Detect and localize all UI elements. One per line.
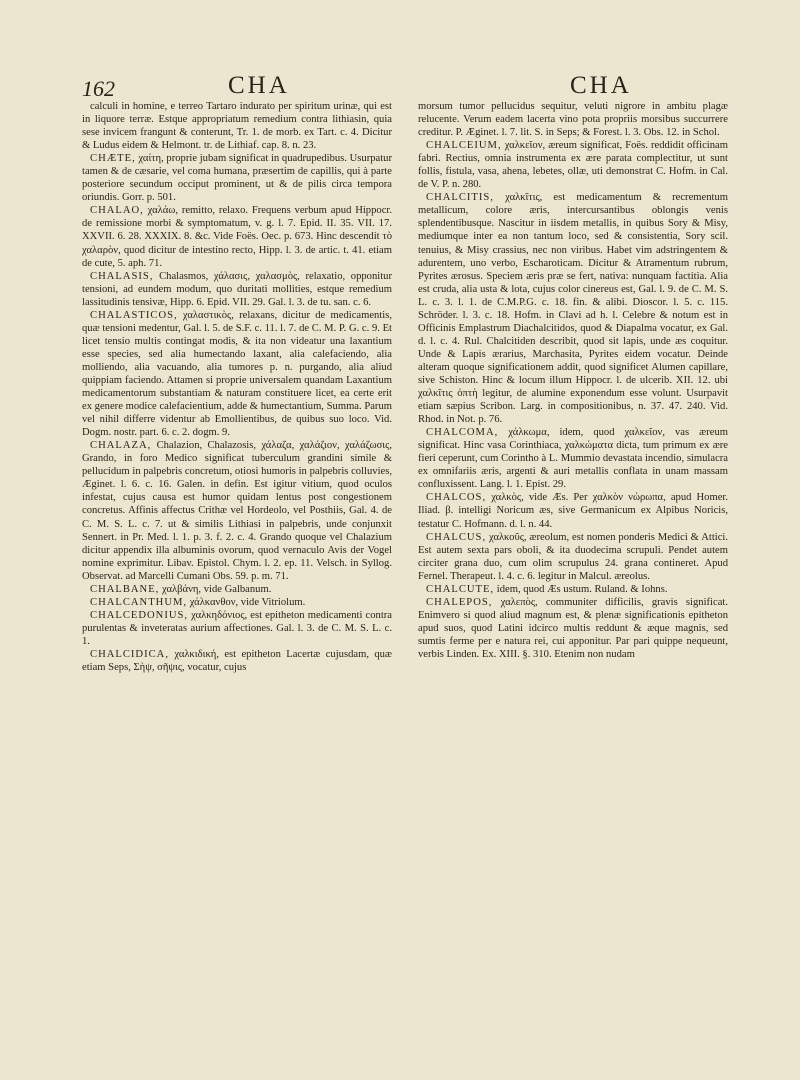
left-column xyxy=(82,100,392,674)
headword: CHALCEDONIUS, xyxy=(90,609,189,621)
page-number: 162 xyxy=(82,76,115,101)
headword: CHALCITIS, xyxy=(426,192,494,204)
entry: CHALCANTHUM, χάλκανθον, vide Vitriolum. xyxy=(90,596,306,608)
entry: CHALBANE, χαλβάνη, vide Galbanum. xyxy=(90,583,272,595)
running-head-left: CHA xyxy=(228,72,290,99)
entry: CHALCEIUM, χαλκεῖον, æreum significat, Foës. reddidit officinam fabri. Rectius, omnia instrumenta ex ære parata complectitur, ut sunt follis, fistula, vasa, ahena, lebetes, ollæ, uti demonstrat C. Hofm. in Cal. de V. P. n. 280. xyxy=(418,140,728,191)
headword: CHALCIDICA, xyxy=(90,648,169,660)
entry: calculi in homine, e terreo Tartaro indurato per spiritum urinæ, qui est in liquore terræ. Estque appropriatum remedium contra lithiasin, quia sese invicem frangunt & conterunt, Tr. 1. de morb. ex Tart. c. 4. Dicitur & Ludus eidem & Helmont. tr. de Lithiaf. cap. 8. n. 23. xyxy=(82,101,392,152)
entry: CHALCUS, χαλκοῦς, æreolum, est nomen ponderis Medici & Attici. Est autem sexta pars oboli, & ita duodecima scrupuli. Pendet autem circiter grana duo, cum olim scrupulus 24. grana contineret. Apud Fernel. Therapeut. l. 4. c. 6. legitur in Malcul. æreolus. xyxy=(418,531,728,582)
headword: CHALCANTHUM, xyxy=(90,596,188,608)
headword: CHALCUTE, xyxy=(426,583,495,595)
headword: CHALASTICOS, xyxy=(90,309,178,321)
entry: CHALCOMA, χάλκωμα, idem, quod χαλκεῖον, vas æreum significat. Hinc vasa Corinthiaca, χαλκώματα dicta, tum primum ex ære fieri ceperunt, cum Corintho à L. Mummio devastata incendio, simulacra ex omnifariis æris, argenti & auri metallis conflata in unam massam confluxissent. Lang. l. 1. Epist. 29. xyxy=(418,427,728,491)
entry: CHALCITIS, χαλκῖτις, est medicamentum & recrementum metallicum, colore æris, intercursantibus oblongis venis splendentibusque. Nascitur in iisdem metallis, in quibus Sory & Misy, mediumque inter ea non tantum loco, sed & consistentia, Sory scil. tenuius, & Misy crassius, nec non viribus. Habet vim adstringentem & adurentem, uno verbo, Escharoticam. Dicitur & Atramentum rubrum, Pyrites ærosus. Speciem æris præ se fert, nativa: nunquam factitia. Alia est cruda, alia usta & lota, cujus color cinereus est, Gal. l. 9. de C. M. S. L. c. 3. l. 1. de C.M.P.G. c. 18. fin. & alibi. Dioscor. l. 5. c. 115. Schröder. l. 3. c. 18. Hofm. in Clavi ad h. l. Celebre & notum est in Officinis Emplastrum Diachalcitidos, quod & Diapalma vocatur, ex Gal. d. l. c. 4. Rul. Chalcitiden describit, quod sit lapis, unde æs coquitur. Unde & Lapis ærarius, Marchasita, Pyrites eidem vocatur. Deinde alteram quoque significationem addit, quod significet Alumen capillare, sive Schiston. Hinc & locum illum Hippocr. l. de ulcerib. XII. 12. ubi χαλκῖτις ὀπτὴ legitur, de alumine exponendum esse volunt. Usurpavit etiam sæpius Scribon. Larg. in compositionibus, n. 37. 47. 240. Vid. Rhod. in Not. p. 76. xyxy=(418,192,728,426)
entry: CHALCOS, χαλκὸς, vide Æs. Per χαλκὸν νώρωπα, apud Homer. Iliad. β. intelligi Noricum æs, sive Germanicum ex Alpibus Noricis, testatur C. Hofmann. d. l. n. 44. xyxy=(418,492,728,530)
right-column xyxy=(418,100,728,661)
headword: CHALCOMA, xyxy=(426,427,499,439)
entry: CHALASIS, Chalasmos, χάλασις, χαλασμὸς, relaxatio, opponitur tensioni, ad eundem modum, quo duritati mollities, estque remedium lassitudinis tensivæ, Hipp. 6. Epid. VII. 29. Gal. l. 3. de tu. san. c. 6. xyxy=(82,270,392,308)
entry: CHALAZA, Chalazion, Chalazosis, χάλαζα, χαλάζιον, χαλάζωσις, Grando, in foro Medico significat tuberculum grandini simile & pellucidum in palpebris concretum, otiosi humoris in palpebris colluvies, Æginet. l. 6. c. 16. Galen. in defin. Est igitur vitium, quod oculos infestat, cujus causa est humor quidam lentus post congestionem concretus. Affinis affectus Crithæ vel Hordeolo, vel Posthiis, Gal. 4. de C. M. S. L. c. 7. ut & similis Lithiasi in palpebris, unde conjunxit Sennert. in Pr. Med. l. 1. p. 3. f. 2. c. 4. Grando quoque vel Chalazium dicitur appendix illa albuminis ovorum, quod vernaculo Avis der Vogel nomine exprimitur. Libav. Epistol. Chym. l. 2. ep. 11. Velsch. in Syllog. Observat. ad Marcelli Cumani Obs. 59. p. m. 71. xyxy=(82,440,392,582)
entry: CHALAO, χαλάω, remitto, relaxo. Frequens verbum apud Hippocr. de remissione morbi & symptomatum, v. g. l. 7. Epid. II. 35. VII. 17. XXVII. 6. 28. XXXIX. 8. &c. Vide Foës. Oec. p. 673. Hinc descendit τὸ χαλαρὸν, quod dicitur de intestino recto, Hipp. l. 3. de artic. t. 41. etiam de cute, 5. aph. 71. xyxy=(82,205,392,269)
headword: CHALBANE, xyxy=(90,583,160,595)
entry: CHALCEDONIUS, χαλκηδόνιος, est epitheton medicamenti contra purulentas & inveteratas aurium affectiones. Gal. l. 3. de C. M. S. L. c. 1. xyxy=(82,609,392,647)
entry: CHALASTICOS, χαλαστικὸς, relaxans, dicitur de medicamentis, quæ tensioni medentur, Gal. l. 5. de S.F. c. 11. l. 7. de C. M. P. G. c. 9. Et licet tensio multis contingat modis, & ita non videatur una laxantium esse species, sed alia humectando laxant, alia calefaciendo, alia molliendo, alia vacuando, alia tumores p. n. purgando, alia aliud quippiam faciendo. Attamen si proprie universalem quandam Laxantium medicamentorum substantiam & naturam constituere licet, ea certe erit ex genere modice calefacientium, adde & humectantium, Summa. Parum vel nihil differre videntur ab Emollientibus, de quibus suo loco. Vid. Dogm. nostr. part. 6. c. 2. dogm. 9. xyxy=(82,309,392,439)
entry: CHALCIDICA, χαλκιδική, est epitheton Lacertæ cujusdam, quæ etiam Seps, Σὴψ, σῆψις, vocatur, cujus xyxy=(82,648,392,674)
headword: CHALAZA, xyxy=(90,440,152,452)
running-head-right: CHA xyxy=(570,72,632,99)
headword: CHALEPOS, xyxy=(426,596,493,608)
entry: morsum tumor pellucidus sequitur, veluti nigrore in ambitu plagæ relucente. Verum eadem lacerta vino pota propriis morsibus succurrere creditur. P. Æginet. l. 7. lit. S. in Seps; & Forest. l. 3. Obs. 12. in Schol. xyxy=(418,101,728,139)
headword: CHALCOS, xyxy=(426,492,487,504)
headword: CHÆTE, xyxy=(90,153,136,165)
entry: CHÆTE, χαίτη, proprie jubam significat in quadrupedibus. Usurpatur tamen & de cæsarie, vel coma humana, præsertim de capillis, qui à parte posteriore secundum occiput prominent, ut & de pilis circa tempora oriundis. Gorr. p. 501. xyxy=(82,153,392,204)
headword: CHALCEIUM, xyxy=(426,140,502,152)
headword: CHALCUS, xyxy=(426,531,487,543)
entry: CHALEPOS, χαλεπὸς, communiter difficilis, gravis significat. Enimvero si quod aliud magnum est, & plenæ significationis epitheton apud suos, quod Latini idcirco multis reddunt & æque magnis, sed sumtis ferme per e natura rei, cui apponitur. Par pari quippe nequeunt, verbis Linden. Ex. XIII. §. 310. Etenim non nudam xyxy=(418,596,728,660)
headword: CHALAO, xyxy=(90,205,144,217)
entry: CHALCUTE, idem, quod Æs ustum. Ruland. & Iohns. xyxy=(426,583,668,595)
headword: CHALASIS, xyxy=(90,270,154,282)
